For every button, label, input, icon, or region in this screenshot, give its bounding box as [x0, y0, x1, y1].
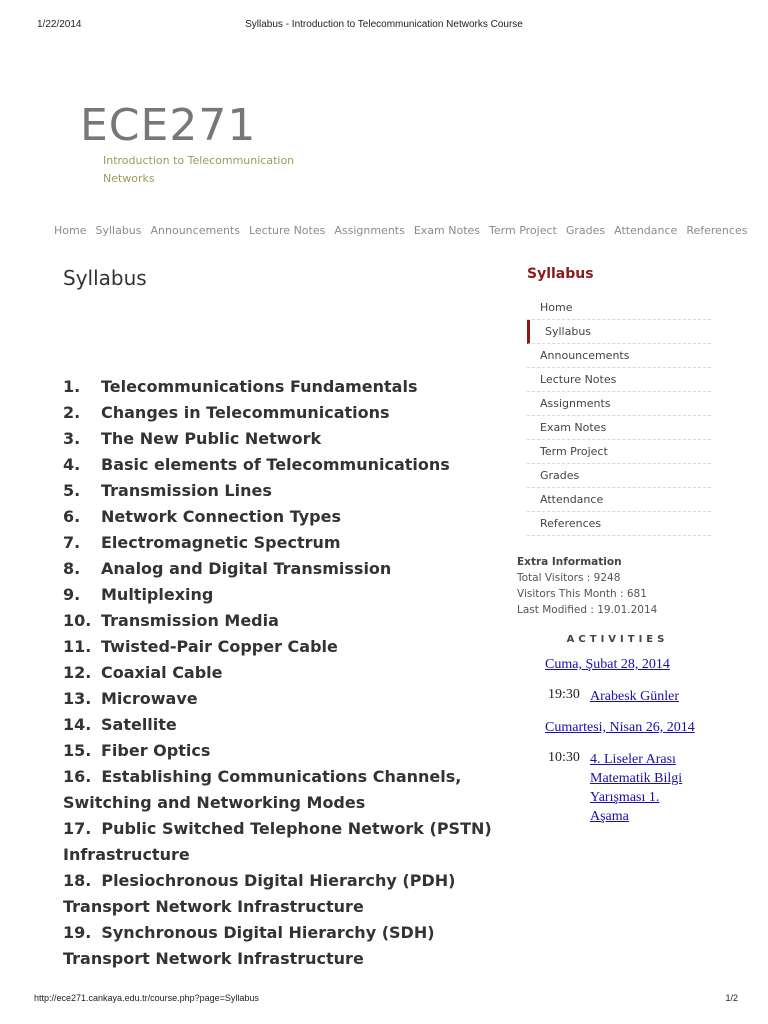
syllabus-item	[63, 608, 493, 634]
syllabus-item	[63, 426, 493, 452]
nav-home[interactable]: Home	[54, 224, 87, 237]
sidebar-item-term-project[interactable]: Term Project	[527, 440, 711, 464]
nav-attendance[interactable]: Attendance	[614, 224, 678, 237]
syllabus-item-number: 9.	[63, 585, 81, 604]
sidebar-heading: Syllabus	[527, 266, 594, 282]
visitors-this-month: Visitors This Month : 681	[517, 588, 647, 600]
syllabus-item	[63, 920, 493, 972]
syllabus-item-number: 2.	[63, 403, 81, 422]
syllabus-item-number: 5.	[63, 481, 81, 500]
syllabus-item-number: 3.	[63, 429, 81, 448]
nav-grades[interactable]: Grades	[565, 224, 606, 237]
activity-event-link[interactable]: Arabesk Günler	[590, 689, 680, 704]
syllabus-item-text: Multiplexing	[101, 585, 214, 604]
sidebar-item-assignments[interactable]: Assignments	[527, 392, 711, 416]
syllabus-item-number: 4.	[63, 455, 81, 474]
syllabus-item	[63, 712, 493, 738]
syllabus-item-text: Twisted-Pair Copper Cable	[101, 637, 338, 656]
sidebar-item-attendance[interactable]: Attendance	[527, 488, 711, 512]
print-title: Syllabus - Introduction to Telecommunication Networks Course	[245, 19, 523, 30]
sidebar-item-announcements[interactable]: Announcements	[527, 344, 711, 368]
syllabus-item-text: Satellite	[101, 715, 177, 734]
syllabus-item-number: 17.	[63, 819, 92, 838]
syllabus-item-text: Changes in Telecommunications	[101, 403, 390, 422]
syllabus-item	[63, 764, 493, 816]
syllabus-item-text: Synchronous Digital Hierarchy (SDH) Transport Network Infrastructure	[63, 923, 435, 968]
syllabus-item	[63, 816, 493, 868]
syllabus-item-number: 11.	[63, 637, 92, 656]
syllabus-item-text: Coaxial Cable	[101, 663, 223, 682]
print-page-number: 1/2	[725, 993, 738, 1003]
top-navigation	[54, 224, 747, 237]
syllabus-item-number: 18.	[63, 871, 92, 890]
syllabus-item-text: Transmission Media	[101, 611, 279, 630]
syllabus-list	[63, 374, 493, 972]
sidebar	[517, 266, 712, 840]
syllabus-item-text: Network Connection Types	[101, 507, 341, 526]
syllabus-item-number: 16.	[63, 767, 92, 786]
syllabus-item-number: 12.	[63, 663, 92, 682]
syllabus-item	[63, 738, 493, 764]
nav-lecture-notes[interactable]: Lecture Notes	[248, 224, 326, 237]
activity-event-link[interactable]: 4. Liseler Arası Matematik Bilgi Yarışması 1. Aşama	[590, 752, 683, 824]
syllabus-item-text: The New Public Network	[101, 429, 322, 448]
sidebar-item-lecture-notes[interactable]: Lecture Notes	[527, 368, 711, 392]
activities-title: ACTIVITIES	[566, 634, 669, 645]
print-url: http://ece271.cankaya.edu.tr/course.php?page=Syllabus	[34, 993, 259, 1003]
sidebar-item-grades[interactable]: Grades	[527, 464, 711, 488]
activity-time: 19:30	[548, 687, 580, 702]
activities-list	[517, 657, 712, 826]
syllabus-item-number: 13.	[63, 689, 92, 708]
print-date: 1/22/2014	[37, 19, 82, 30]
nav-term-project[interactable]: Term Project	[489, 224, 557, 237]
nav-syllabus[interactable]: Syllabus	[95, 224, 142, 237]
syllabus-item-number: 6.	[63, 507, 81, 526]
syllabus-item-text: Electromagnetic Spectrum	[101, 533, 341, 552]
syllabus-item-number: 1.	[63, 377, 81, 396]
syllabus-item-text: Plesiochronous Digital Hierarchy (PDH) Transport Network Infrastructure	[63, 871, 456, 916]
syllabus-item-number: 15.	[63, 741, 92, 760]
nav-announcements[interactable]: Announcements	[150, 224, 240, 237]
syllabus-item-text: Establishing Communications Channels, Switching and Networking Modes	[63, 767, 462, 812]
sidebar-item-syllabus[interactable]: Syllabus	[527, 320, 711, 344]
extra-information-title: Extra Information	[517, 556, 622, 568]
site-title[interactable]: ECE271	[80, 100, 257, 151]
syllabus-item	[63, 634, 493, 660]
syllabus-item	[63, 478, 493, 504]
total-visitors: Total Visitors : 9248	[517, 572, 621, 584]
syllabus-item	[63, 868, 493, 920]
sidebar-item-references[interactable]: References	[527, 512, 711, 536]
syllabus-item-number: 14.	[63, 715, 92, 734]
syllabus-item-text: Transmission Lines	[101, 481, 272, 500]
sidebar-item-home[interactable]: Home	[527, 296, 711, 320]
last-modified: Last Modified : 19.01.2014	[517, 604, 658, 616]
activity-event	[548, 750, 712, 826]
activity-date-link[interactable]: Cuma, Şubat 28, 2014	[545, 657, 670, 672]
syllabus-item-number: 19.	[63, 923, 92, 942]
page-title: Syllabus	[63, 266, 147, 290]
syllabus-item	[63, 582, 493, 608]
site-subtitle: Introduction to Telecommunication Networks	[103, 154, 295, 185]
syllabus-item	[63, 556, 493, 582]
syllabus-item	[63, 374, 493, 400]
nav-references[interactable]: References	[686, 224, 748, 237]
syllabus-item-text: Public Switched Telephone Network (PSTN) Infrastructure	[63, 819, 492, 864]
syllabus-item	[63, 400, 493, 426]
syllabus-item	[63, 686, 493, 712]
syllabus-item-text: Basic elements of Telecommunications	[101, 455, 450, 474]
syllabus-item	[63, 530, 493, 556]
syllabus-item-text: Microwave	[101, 689, 198, 708]
activity-date-link[interactable]: Cumartesi, Nisan 26, 2014	[545, 720, 695, 735]
sidebar-item-exam-notes[interactable]: Exam Notes	[527, 416, 711, 440]
syllabus-item-text: Telecommunications Fundamentals	[101, 377, 418, 396]
syllabus-item-number: 10.	[63, 611, 92, 630]
nav-exam-notes[interactable]: Exam Notes	[413, 224, 481, 237]
syllabus-item-text: Analog and Digital Transmission	[101, 559, 392, 578]
syllabus-item	[63, 452, 493, 478]
syllabus-item-number: 7.	[63, 533, 81, 552]
syllabus-item-number: 8.	[63, 559, 81, 578]
syllabus-item-text: Fiber Optics	[101, 741, 211, 760]
syllabus-item	[63, 660, 493, 686]
nav-assignments[interactable]: Assignments	[334, 224, 405, 237]
activity-event	[548, 687, 712, 706]
extra-information	[517, 554, 712, 618]
sidebar-menu	[527, 296, 711, 536]
syllabus-item	[63, 504, 493, 530]
activity-time: 10:30	[548, 750, 580, 765]
